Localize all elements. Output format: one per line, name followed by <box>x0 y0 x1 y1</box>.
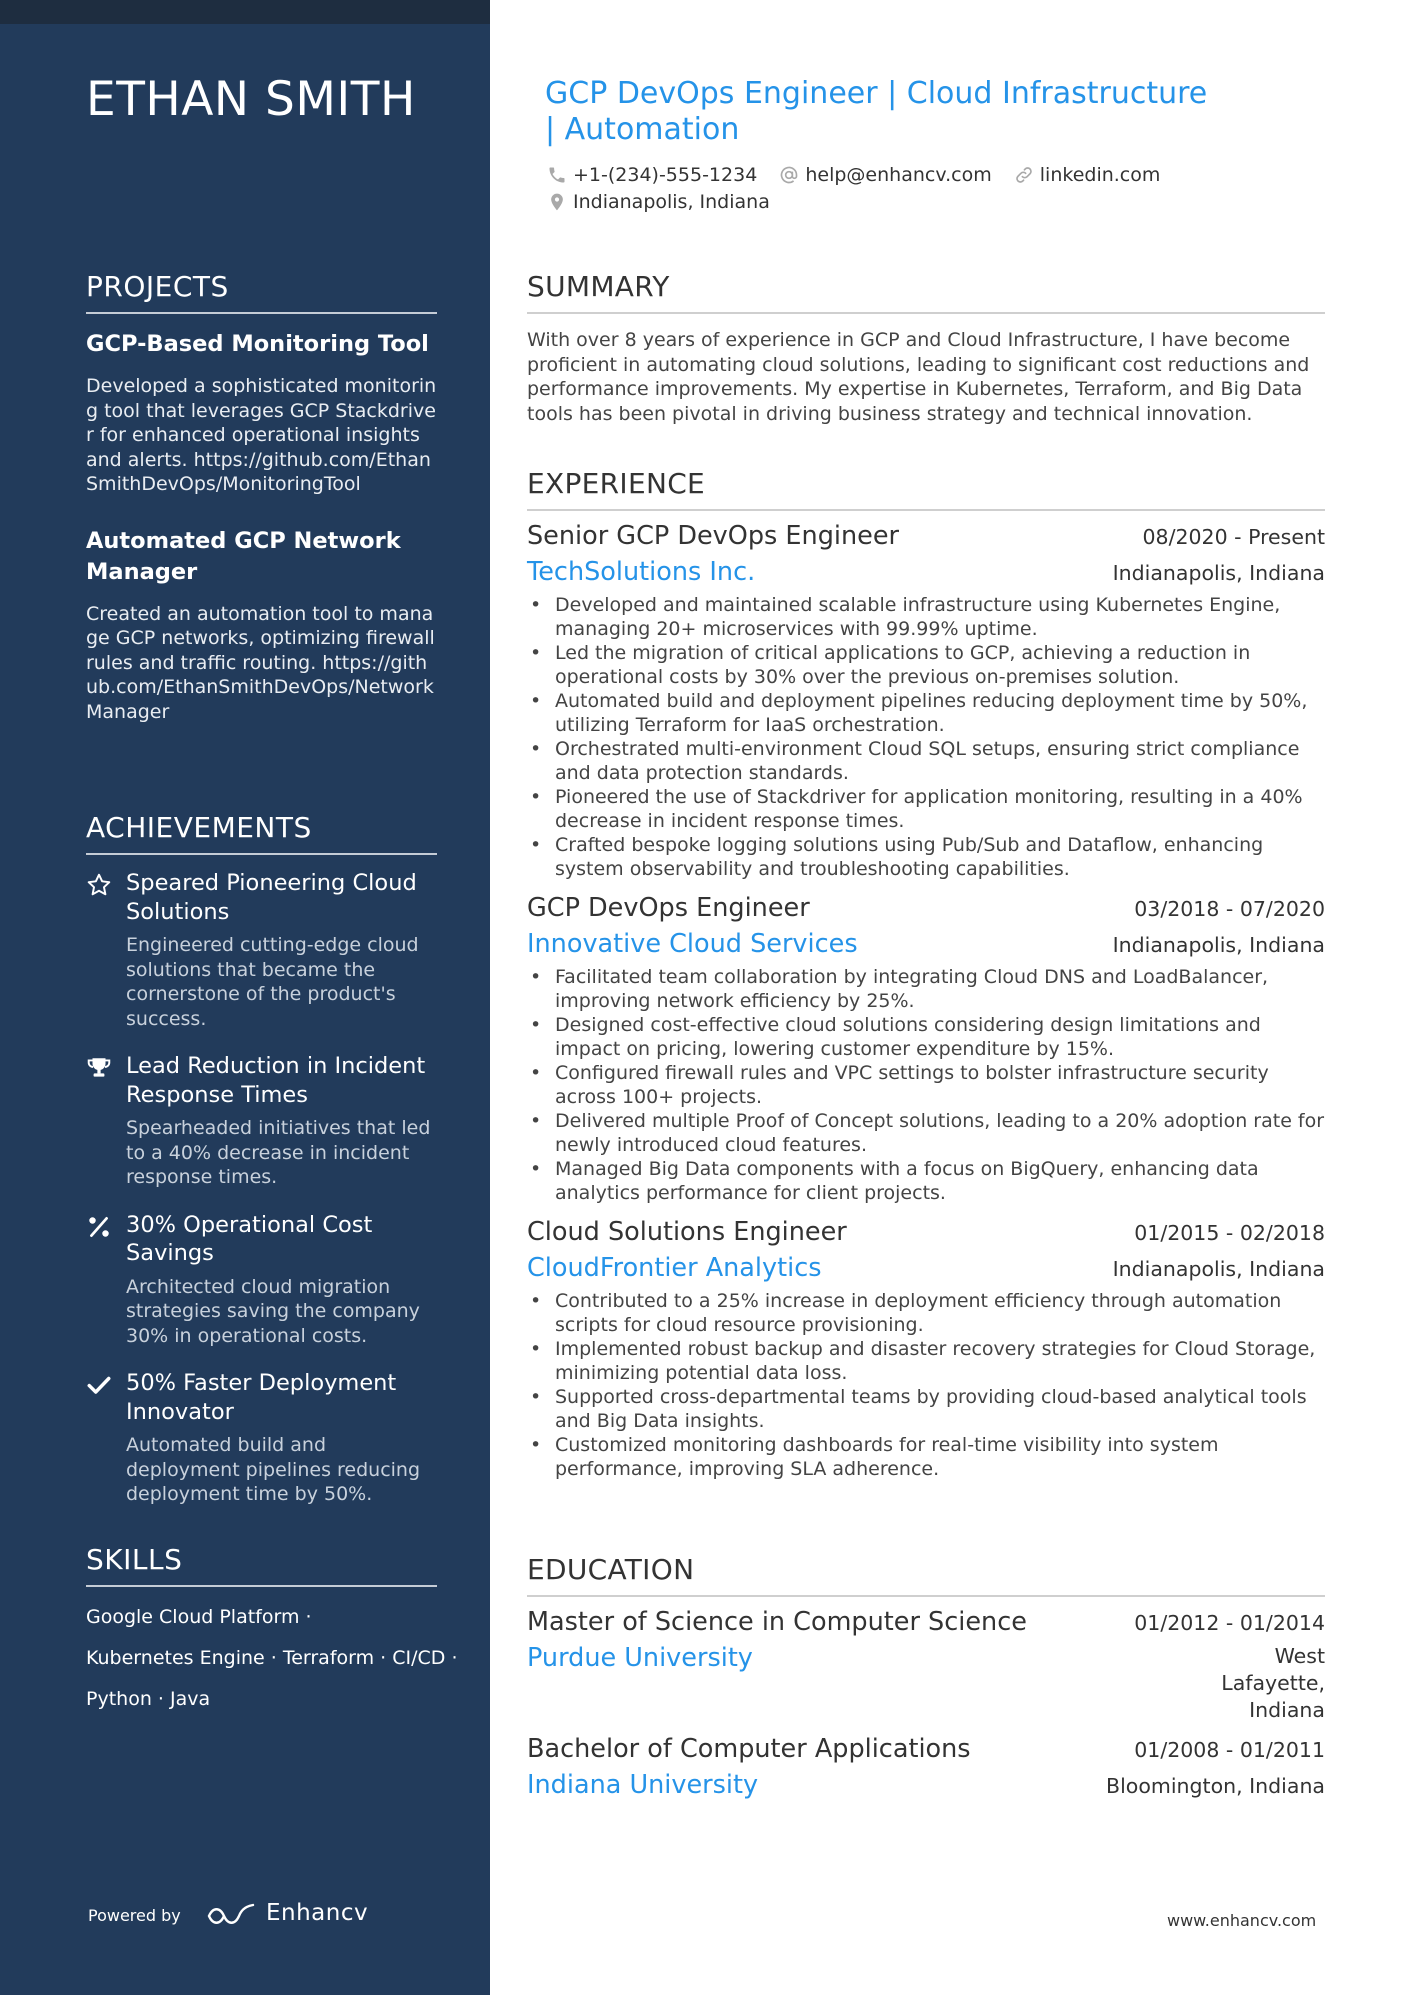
achievement-item <box>86 1369 437 1507</box>
company-name[interactable]: Innovative Cloud Services <box>527 929 858 959</box>
job-title: Cloud Solutions Engineer <box>527 1217 847 1247</box>
bullet-item: • Implemented robust backup and disaster recovery strategies for Cloud Storage, minimizing potential data loss. <box>527 1337 1325 1385</box>
achievement-description: Spearheaded initiatives that led to a 40% decrease in incident response times. <box>126 1117 431 1188</box>
bullet-item: • Led the migration of critical applications to GCP, achieving a reduction in operational costs by 30% over the previous on-premises solution. <box>527 641 1325 689</box>
achievement-item <box>86 1052 437 1190</box>
projects-section <box>86 270 437 724</box>
bullet-item: • Configured firewall rules and VPC settings to bolster infrastructure security across 100+ projects. <box>527 1061 1325 1109</box>
achievement-item <box>86 1211 437 1349</box>
bullet-item: • Developed and maintained scalable infrastructure using Kubernetes Engine, managing 20+ microservices with 99.99% uptime. <box>527 593 1325 641</box>
skills-line: Google Cloud Platform · <box>86 1606 312 1628</box>
company-name[interactable]: CloudFrontier Analytics <box>527 1253 822 1283</box>
job-entry <box>527 521 1325 881</box>
job-dates: 08/2020 - Present <box>1142 525 1325 549</box>
enhancv-brand: Enhancv <box>266 1900 369 1926</box>
email-text: help@enhancv.com <box>805 164 992 186</box>
company-name[interactable]: TechSolutions Inc. <box>527 557 756 587</box>
school-name[interactable]: Indiana University <box>527 1770 759 1800</box>
education-dates: 01/2012 - 01/2014 <box>1134 1611 1325 1635</box>
achievement-title: Speared Pioneering Cloud Solutions <box>126 870 417 925</box>
education-dates: 01/2008 - 01/2011 <box>1134 1738 1325 1762</box>
job-entry <box>527 1217 1325 1481</box>
bullet-item: • Automated build and deployment pipelines reducing deployment time by 50%, utilizing Terraform for IaaS orchestration. <box>527 689 1325 737</box>
bullet-item: • Managed Big Data components with a focus on BigQuery, enhancing data analytics performance for client projects. <box>527 1157 1325 1205</box>
bullet-item: • Pioneered the use of Stackdriver for application monitoring, resulting in a 40% decrease in incident response times. <box>527 785 1325 833</box>
bullet-item: • Crafted bespoke logging solutions using Pub/Sub and Dataflow, enhancing system observability and troubleshooting capabilities. <box>527 833 1325 881</box>
bullet-item: • Facilitated team collaboration by integrating Cloud DNS and LoadBalancer, improving network efficiency by 25%. <box>527 965 1325 1013</box>
sidebar-top-strip <box>0 0 490 24</box>
job-location: Indianapolis, Indiana <box>1112 561 1325 585</box>
contact-phone[interactable] <box>547 162 757 189</box>
main-content <box>490 0 1410 1995</box>
job-title: Senior GCP DevOps Engineer <box>527 521 899 551</box>
at-icon <box>779 165 799 185</box>
project-item <box>86 526 437 725</box>
project-description: Developed a sophisticated monitoring tool that leverages GCP Stackdriver for enhanced operational insights and alerts. https://github.com/EthanSmithDevOps/MonitoringTool <box>86 375 437 495</box>
job-location: Indianapolis, Indiana <box>1112 1257 1325 1281</box>
bullet-item: • Supported cross-departmental teams by providing cloud-based analytical tools and Big Data insights. <box>527 1385 1325 1433</box>
link-icon <box>1014 165 1034 185</box>
education-location: West Lafayette, Indiana <box>1221 1644 1325 1722</box>
achievement-description: Engineered cutting-edge cloud solutions that became the cornerstone of the product's success. <box>126 934 419 1030</box>
project-title: Automated GCP Network Manager <box>86 527 401 585</box>
check-icon <box>86 1372 112 1398</box>
job-bullets <box>527 1289 1325 1481</box>
achievements-section <box>86 811 437 1507</box>
job-bullets <box>527 965 1325 1205</box>
summary-section <box>527 270 1325 426</box>
location-pin-icon <box>547 192 567 212</box>
phone-icon <box>547 165 567 185</box>
education-location: Bloomington, Indiana <box>1106 1774 1325 1798</box>
contact-location <box>547 189 770 216</box>
candidate-name: ETHAN SMITH <box>86 72 416 127</box>
experience-section <box>527 467 1325 1481</box>
job-title: GCP DevOps Engineer <box>527 893 810 923</box>
projects-heading: PROJECTS <box>86 270 437 314</box>
project-description: Created an automation tool to manage GCP networks, optimizing firewall rules and traffic routing. https://github.com/EthanSmithDevOps/NetworkManager <box>86 602 435 723</box>
enhancv-logo-icon <box>206 1901 256 1931</box>
skills-line: Python · Java <box>86 1688 211 1710</box>
footer-url[interactable]: www.enhancv.com <box>1167 1911 1317 1930</box>
achievement-title: Lead Reduction in Incident Response Times <box>126 1053 426 1108</box>
skills-line: Kubernetes Engine · Terraform · CI/CD · <box>86 1647 458 1669</box>
summary-text: With over 8 years of experience in GCP and Cloud Infrastructure, I have become proficient in automating cloud solutions, leading to significant cost reductions and performance improvements. My expertise in Kubernetes, Terraform, and Big Data tools has been pivotal in driving business strategy and technical innovation. <box>527 329 1310 425</box>
skills-heading: SKILLS <box>86 1543 437 1587</box>
linkedin-text: linkedin.com <box>1039 164 1161 186</box>
headline: GCP DevOps Engineer | Cloud Infrastructure | Automation <box>545 76 1208 147</box>
bullet-item: • Designed cost-effective cloud solutions considering design limitations and impact on pricing, lowering customer expenditure by 15%. <box>527 1013 1325 1061</box>
contact-linkedin[interactable] <box>1014 162 1161 189</box>
contact-email[interactable] <box>779 162 991 189</box>
skills-section <box>86 1543 458 1728</box>
achievement-title: 50% Faster Deployment Innovator <box>126 1370 397 1425</box>
education-entry <box>527 1734 1325 1800</box>
job-dates: 01/2015 - 02/2018 <box>1134 1221 1325 1245</box>
achievement-item <box>86 869 437 1031</box>
location-text: Indianapolis, Indiana <box>573 191 770 213</box>
job-location: Indianapolis, Indiana <box>1112 933 1325 957</box>
summary-heading: SUMMARY <box>527 270 1325 314</box>
bullet-item: • Orchestrated multi-environment Cloud SQL setups, ensuring strict compliance and data protection standards. <box>527 737 1325 785</box>
powered-by-label: Powered by <box>88 1906 181 1925</box>
percent-icon <box>86 1214 112 1240</box>
job-bullets <box>527 593 1325 881</box>
education-heading: EDUCATION <box>527 1553 1325 1597</box>
achievement-description: Automated build and deployment pipelines reducing deployment time by 50%. <box>126 1434 421 1505</box>
education-entry <box>527 1607 1325 1724</box>
bullet-item: • Contributed to a 25% increase in deployment efficiency through automation scripts for cloud resource provisioning. <box>527 1289 1325 1337</box>
achievement-description: Architected cloud migration strategies saving the company 30% in operational costs. <box>126 1275 420 1347</box>
project-title: GCP-Based Monitoring Tool <box>86 331 429 357</box>
phone-text: +1-(234)-555-1234 <box>573 164 758 186</box>
job-dates: 03/2018 - 07/2020 <box>1134 897 1325 921</box>
star-icon <box>86 872 112 898</box>
achievement-title: 30% Operational Cost Savings <box>126 1211 373 1266</box>
achievements-heading: ACHIEVEMENTS <box>86 811 437 855</box>
degree: Master of Science in Computer Science <box>527 1607 1027 1637</box>
trophy-icon <box>86 1055 112 1081</box>
contact-info <box>547 162 1187 216</box>
project-item <box>86 329 437 497</box>
degree: Bachelor of Computer Applications <box>527 1734 971 1764</box>
bullet-item: • Customized monitoring dashboards for real-time visibility into system performance, improving SLA adherence. <box>527 1433 1325 1481</box>
education-section <box>527 1553 1325 1800</box>
bullet-item: • Delivered multiple Proof of Concept solutions, leading to a 20% adoption rate for newly introduced cloud features. <box>527 1109 1325 1157</box>
school-name[interactable]: Purdue University <box>527 1643 753 1673</box>
job-entry <box>527 893 1325 1205</box>
experience-heading: EXPERIENCE <box>527 467 1325 511</box>
